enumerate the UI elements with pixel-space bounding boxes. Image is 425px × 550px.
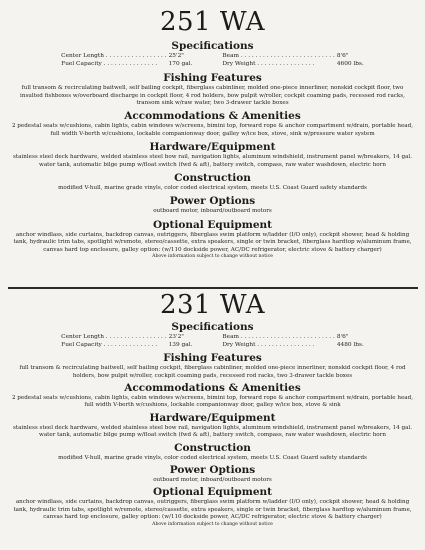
specs-right-column [222,53,363,68]
section-heading: Hardware/Equipment [149,141,276,154]
spec-label: Fuel Capacity . . . . . . . . . . . . . . . [61,341,158,348]
spec-value: 139 gal. [168,341,193,348]
spec-label: Dry Weight . . . . . . . . . . . . . . . . [222,60,315,67]
specs-right-column [222,334,363,349]
spec-label: Beam . . . . . . . . . . . . . . . . . . . . . . . . . . [222,53,335,59]
section-heading: Fishing Features [163,72,262,85]
section-body: modified V-hull, marine grade vinyls, color coded electrical system, meets U.S. Coast Guard safety standards [58,185,367,192]
section-body: stainless steel deck hardware, welded stainless steel bow rail, navigation lights, aluminum windshield, instrument panel w/breakers, 14 gal. water tank, automatic bilge pump w/float switch (fwd & aft), battery switch, compass, raw water washdown, electric horn [13,154,412,168]
disclaimer-note: Above information subject to change without notice [152,521,273,527]
spec-label: Dry Weight . . . . . . . . . . . . . . . . [222,341,315,348]
disclaimer-note: Above information subject to change without notice [152,254,273,260]
model-title: 231 WA [159,290,266,320]
specifications-heading: Specifications [171,40,254,52]
section-body: anchor windlass, side curtains, backdrop canvas, outriggers, fiberglass swim platform w/ladder (I/O only), cockpit shower, head & holding tank, hydraulic trim tabs, spotlight w/remote, stereo/cassette, extra speakers, single or twin bracket, fiberglass hardtop w/aluminum frame, canvas hard top enclosure, galley option: (w/110 dockside power, AC/DC refrigerator, electric stove & battery charger) [13,499,412,521]
section-body: anchor windlass, side curtains, backdrop canvas, outriggers, fiberglass swim platform w/ladder (I/O only), cockpit shower, head & holding tank, hydraulic trim tabs, spotlight w/remote, stereo/cassette, extra speakers, single or twin bracket, fiberglass hardtop w/aluminum frame, canvas hard top enclosure, galley option: (w/110 dockside power, AC/DC refrigerator, electric stove & battery charger) [13,231,412,253]
section-heading: Fishing Features [163,352,262,365]
section-heading: Accommodations & Amenities [124,382,301,394]
section-body: full transom & recirculating baitwell, self bailing cockpit, fiberglass cabinliner, molded one-piece innerliner, nonskid cockpit floor, 4 rod holders, bow pulpit w/roller, cockpit coaming pads, recessed rod racks, two 3-drawer tackle boxes [19,365,406,379]
section-body: outboard motor, inboard/outboard motors [153,477,272,484]
section-heading: Construction [174,172,251,185]
section-body: stainless steel deck hardware, welded stainless steel bow rail, navigation lights, aluminum windshield, instrument panel w/breakers, 14 gal. water tank, automatic bilge pump w/float switch (fwd & aft), battery switch, compass, raw water washdown, electric horn [13,424,412,439]
spec-value: 8'6" [336,53,349,59]
section-body: 2 pedestal seats w/cushions, cabin lights, cabin windows w/screens, bimini top, forward rope & anchor compartment w/drain, portable head, full width V-berth w/cushions, lockable companionway door, galley w/ice box, stove & sink [11,395,414,409]
model-block-251wa [0,8,425,260]
specs-left-column [61,334,192,349]
section-heading: Hardware/Equipment [149,411,276,424]
specifications-heading: Specifications [171,321,254,333]
section-heading: Construction [174,441,251,454]
model-title: 251 WA [159,7,266,37]
divider-line [8,287,418,289]
section-body: 2 pedestal seats w/cushions, cabin lights, cabin windows w/screens, bimini top, forward rope & anchor compartment w/drain, portable head, full width V-berth w/cushions, lockable companionway door, galley w/ice box, stove, sink w/pressure water system [11,123,414,137]
spec-value: 170 gal. [168,60,193,67]
section-body: outboard motor, inboard/outboard motors [153,208,272,215]
spec-label: Beam . . . . . . . . . . . . . . . . . . . . . . . . . . [222,334,335,340]
spec-value: 8'6" [336,334,349,340]
section-heading: Accommodations & Amenities [124,110,301,123]
spec-label: Center Length . . . . . . . . . . . . . . . . . [61,53,167,59]
specs-left-column [61,53,192,68]
spec-value: 4480 lbs. [336,341,364,348]
spec-label: Fuel Capacity . . . . . . . . . . . . . . . [61,60,158,67]
section-heading: Power Options [169,464,256,477]
section-body: modified V-hull, marine grade vinyls, color coded electrical system, meets U.S. Coast Guard safety standards [58,454,367,461]
specifications-table [0,53,425,68]
model-block-231wa [0,287,425,528]
section-heading: Optional Equipment [153,218,272,231]
specifications-table [0,334,425,349]
spec-value: 4600 lbs. [336,60,364,67]
spec-value: 25'2" [168,53,184,59]
spec-value: 23'2" [168,334,184,340]
spec-label: Center Length . . . . . . . . . . . . . . . . . [61,334,167,340]
section-heading: Optional Equipment [153,486,272,499]
section-body: full transom & recirculating baitwell, self bailing cockpit, fiberglass cabinliner, molded one-piece innerliner, nonskid cockpit floor, two insulted fishboxes w/overboard discharge in cockpit floor, 4 rod holders, bow pulpit w/roller, cockpit coaming pads, recessed rod racks, transom sink w/raw water, two 3-drawer tackle boxes [20,85,405,106]
section-heading: Power Options [169,195,256,208]
